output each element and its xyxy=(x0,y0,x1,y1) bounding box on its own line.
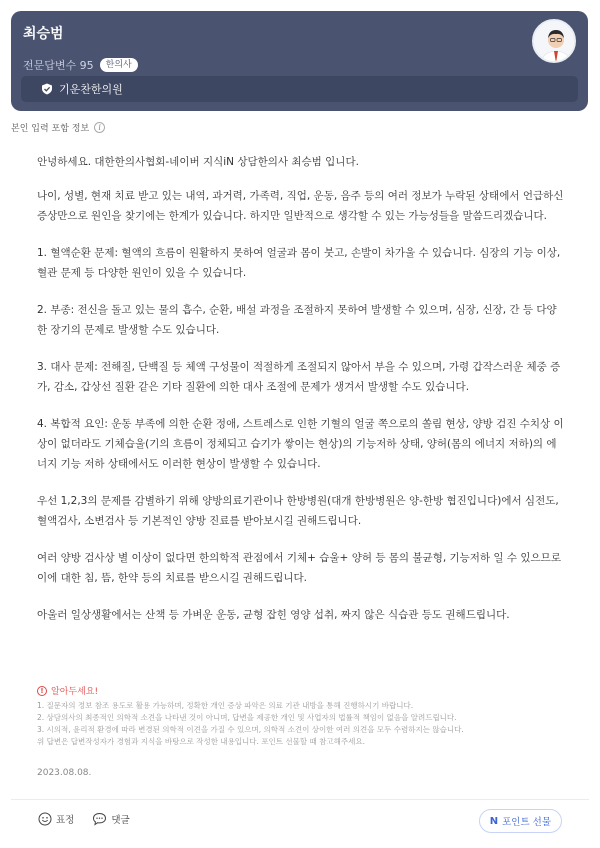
footer-divider xyxy=(11,799,589,800)
comment-label: 댓글 xyxy=(111,815,130,826)
reaction-label: 표정 xyxy=(56,815,75,826)
footer-actions xyxy=(38,812,130,826)
answer-paragraph: 아울러 일상생활에서는 산책 등 가벼운 운동, 균형 잡힌 영양 섭취, 짜지 않은 식습관 등도 권해드립니다. xyxy=(37,609,510,621)
naver-n-icon: N xyxy=(489,815,499,827)
info-label: 본인 입력 포함 정보 xyxy=(11,124,90,134)
clinic-name: 기운찬한의원 xyxy=(59,83,123,96)
avatar[interactable] xyxy=(532,19,576,63)
answerer-meta xyxy=(23,57,138,73)
notice-line: 2. 상담의사의 최종적인 의학적 소견을 나타낸 것이 아니며, 답변을 제공한 개인 및 사업자의 법률적 책임이 없음을 알려드립니다. xyxy=(37,713,457,722)
answer-paragraph: 4. 복합적 요인: 운동 부족에 의한 순환 정애, 스트레스로 인한 기혈의 얼굴 쪽으로의 쏠림 현상, 양방 검진 수치상 이 상이 없더라도 기체습울(기의 흐름이 정체되고 습기가 쌓이는 현상)의 기능저하 상태, 양허(몸의 에너지 저하)의 에 너지 기능 저하 상태에서도 이러한 현상이 발생할 수 있습니다. xyxy=(37,418,564,470)
comment-button[interactable] xyxy=(92,812,129,826)
info-icon[interactable]: i xyxy=(94,122,105,133)
answer-paragraph: 안녕하세요. 대한한의사협회-네이버 지식iN 상담한의사 최승범 입니다. xyxy=(37,156,359,168)
smile-icon xyxy=(38,812,52,826)
notice-line: 3. 시의적, 윤리적 환경에 따라 변경된 의학적 이견을 가질 수 있으며, 의학적 소견이 상이한 여러 의견을 모두 수렴하지는 않습니다. xyxy=(37,725,464,734)
answer-paragraph: 나이, 성별, 현재 치료 받고 있는 내역, 과거력, 가족력, 직업, 운동, 음주 등의 여러 정보가 누락된 상태에서 언급하신 증상만으로 원인을 찾기에는 한계가 있습니다. 하지만 일반적으로 생각할 수 있는 가능성들을 말씀드리겠습니다. xyxy=(37,190,564,222)
answer-date: 2023.08.08. xyxy=(37,768,92,778)
clinic-bar[interactable] xyxy=(21,76,578,102)
answer-paragraph: 2. 부종: 전신을 돌고 있는 물의 흡수, 순환, 배설 과정을 조절하지 못하여 발생할 수 있으며, 심장, 신장, 간 등 다양 한 장기의 문제로 발생할 수도 있습니다. xyxy=(37,304,557,336)
point-gift-button[interactable] xyxy=(479,809,562,833)
notice-header xyxy=(37,684,577,697)
doctor-badge: 한의사 xyxy=(100,58,138,72)
answer-count: 전문답변수 95 xyxy=(23,59,94,72)
answer-paragraph: 여러 양방 검사상 별 이상이 없다면 한의학적 관점에서 기체+ 습울+ 양허 등 몸의 불균형, 기능저하 일 수 있으므로 이에 대한 침, 뜸, 한약 등의 치료를 받으시길 권해드립니다. xyxy=(37,552,561,584)
point-gift-label: 포인트 선물 xyxy=(502,817,551,828)
notice-title: 알아두세요! xyxy=(51,687,99,697)
answer-paragraph: 우선 1,2,3의 문제를 감별하기 위해 양방의료기관이나 한방병원(대개 한방병원은 양-한방 협진입니다)에서 심전도, 혈액검사, 소변검사 등 기본적인 양방 진료를 받아보시길 권해드립니다. xyxy=(37,495,559,527)
answer-paragraph: 3. 대사 문제: 전해질, 단백질 등 체액 구성물이 적절하게 조절되지 않아서 부을 수 있으며, 가령 갑작스러운 체중 증 가, 감소, 갑상선 질환 같은 기타 질환에 의한 대사 조절에 문제가 생겨서 발생할 수도 있습니다. xyxy=(37,361,561,393)
profile-card xyxy=(11,11,588,111)
info-row xyxy=(11,121,105,134)
doctor-portrait-icon xyxy=(534,21,576,63)
answer-paragraph: 1. 혈액순환 문제: 혈액의 흐름이 원활하지 못하여 얼굴과 몸이 붓고, 손발이 차가울 수 있습니다. 심장의 기능 이상, 혈관 문제 등 다양한 원인이 있을 수 있습니다. xyxy=(37,247,561,279)
notice-line: 위 답변은 답변작성자가 경험과 지식을 바탕으로 작성한 내용입니다. 포인트 선물할 때 참고해주세요. xyxy=(37,737,366,746)
answer-body xyxy=(37,152,577,642)
comment-icon xyxy=(92,812,107,826)
notice-box xyxy=(37,684,577,748)
notice-line: 1. 질문자의 정보 참조 용도로 활용 가능하며, 정확한 개인 증상 파악은 의료 기관 내방을 통해 진행하시기 바랍니다. xyxy=(37,701,414,710)
verified-shield-icon xyxy=(41,83,53,95)
warning-icon: ! xyxy=(37,686,47,696)
answerer-name[interactable]: 최승범 xyxy=(23,26,64,42)
reaction-button[interactable] xyxy=(38,812,74,826)
